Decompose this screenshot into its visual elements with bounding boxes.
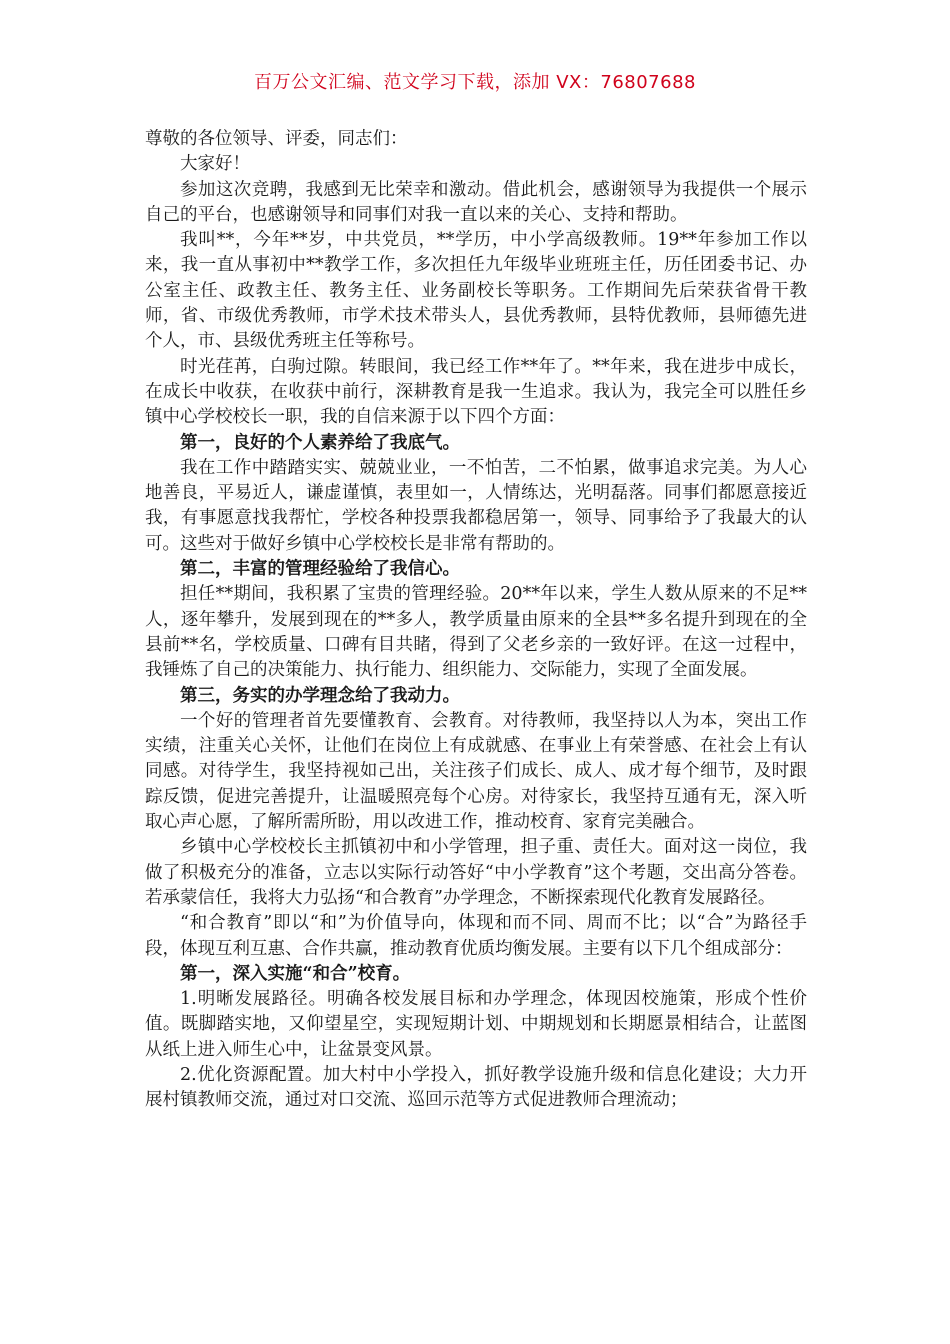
section-heading: 第一，良好的个人素养给了我底气。 <box>180 432 460 453</box>
section-heading: 第三，务实的办学理念给了我动力。 <box>180 685 460 706</box>
paragraph: 2.优化资源配置。加大村中小学投入，抓好教学设施升级和信息化建设；大力开展村镇教师交流，通过对口交流、巡回示范等方式促进教师合理流动； <box>145 1064 807 1111</box>
section-heading: 第二，丰富的管理经验给了我信心。 <box>180 559 460 580</box>
paragraph: 参加这次竞聘，我感到无比荣幸和激动。借此机会，感谢领导为我提供一个展示自己的平台，也感谢领导和同事们对我一直以来的关心、支持和帮助。 <box>145 179 807 225</box>
paragraph: 担任**期间，我积累了宝贵的管理经验。20**年以来，学生人数从原来的不足**人，逐年攀升，发展到现在的**多人，教学质量由原来的全县**多名提升到现在的全县前**名，学校质量、口碑有目共睹，得到了父老乡亲的一致好评。在这一过程中，我锤炼了自己的决策能力、执行能力、组织能力、交际能力，实现了全面发展。 <box>145 584 807 681</box>
document-body <box>145 127 807 1114</box>
paragraph: 1.明晰发展路径。明确各校发展目标和办学理念，体现因校施策，形成个性价值。既脚踏实地，又仰望星空，实现短期计划、中期规划和长期愿景相结合，让蓝图从纸上进入师生心中，让盆景变风景。 <box>145 989 807 1060</box>
paragraph: 大家好！ <box>180 154 250 175</box>
paragraph: 尊敬的各位领导、评委，同志们： <box>145 129 408 149</box>
paragraph: 乡镇中心学校校长主抓镇初中和小学管理，担子重、责任大。面对这一岗位，我做了积极充分的准备，立志以实际行动答好“中小学教育”这个考题，交出高分答卷。若承蒙信任，我将大力弘扬“和合教育”办学理念，不断探索现代化教育发展路径。 <box>145 837 807 908</box>
paragraph: 时光荏苒，白驹过隙。转眼间，我已经工作**年了。**年来，我在进步中成长，在成长中收获，在收获中前行，深耕教育是我一生追求。我认为，我完全可以胜任乡镇中心学校校长一职，我的自信来源于以下四个方面： <box>145 356 807 428</box>
paragraph: 我在工作中踏踏实实、兢兢业业，一不怕苦，二不怕累，做事追求完美。为人心地善良，平易近人，谦虚谨慎，表里如一，人情练达，光明磊落。同事们都愿意接近我，有事愿意找我帮忙，学校各种投票我都稳居第一，领导、同事给予了我最大的认可。这些对于做好乡镇中心学校校长是非常有帮助的。 <box>145 457 807 554</box>
watermark-header: 百万公文汇编、范文学习下载，添加 VX：76807688 <box>254 72 696 93</box>
paragraph: 我叫**，今年**岁，中共党员，**学历，中小学高级教师。19**年参加工作以来，我一直从事初中**教学工作，多次担任九年级毕业班班主任，历任团委书记、办公室主任、政教主任、教务主任、业务副校长等职务。工作期间先后荣获省骨干教师，省、市级优秀教师，市学术技术带头人，县优秀教师，县特优教师，县师德先进个人，市、县级优秀班主任等称号。 <box>145 230 807 352</box>
section-heading: 第一，深入实施“和合”校育。 <box>180 963 411 984</box>
paragraph: “和合教育”即以“和”为价值导向，体现和而不同、周而不比；以“合”为路径手段，体现互利互惠、合作共赢，推动教育优质均衡发展。主要有以下几个组成部分： <box>145 913 807 959</box>
paragraph: 一个好的管理者首先要懂教育、会教育。对待教师，我坚持以人为本，突出工作实绩，注重关心关怀，让他们在岗位上有成就感、在事业上有荣誉感、在社会上有认同感。对待学生，我坚持视如己出，关注孩子们成长、成人、成才每个细节，及时跟踪反馈，促进完善提升，让温暖照亮每个心房。对待家长，我坚持互通有无，深入听取心声心愿，了解所需所盼，用以改进工作，推动校育、家育完美融合。 <box>145 710 807 833</box>
